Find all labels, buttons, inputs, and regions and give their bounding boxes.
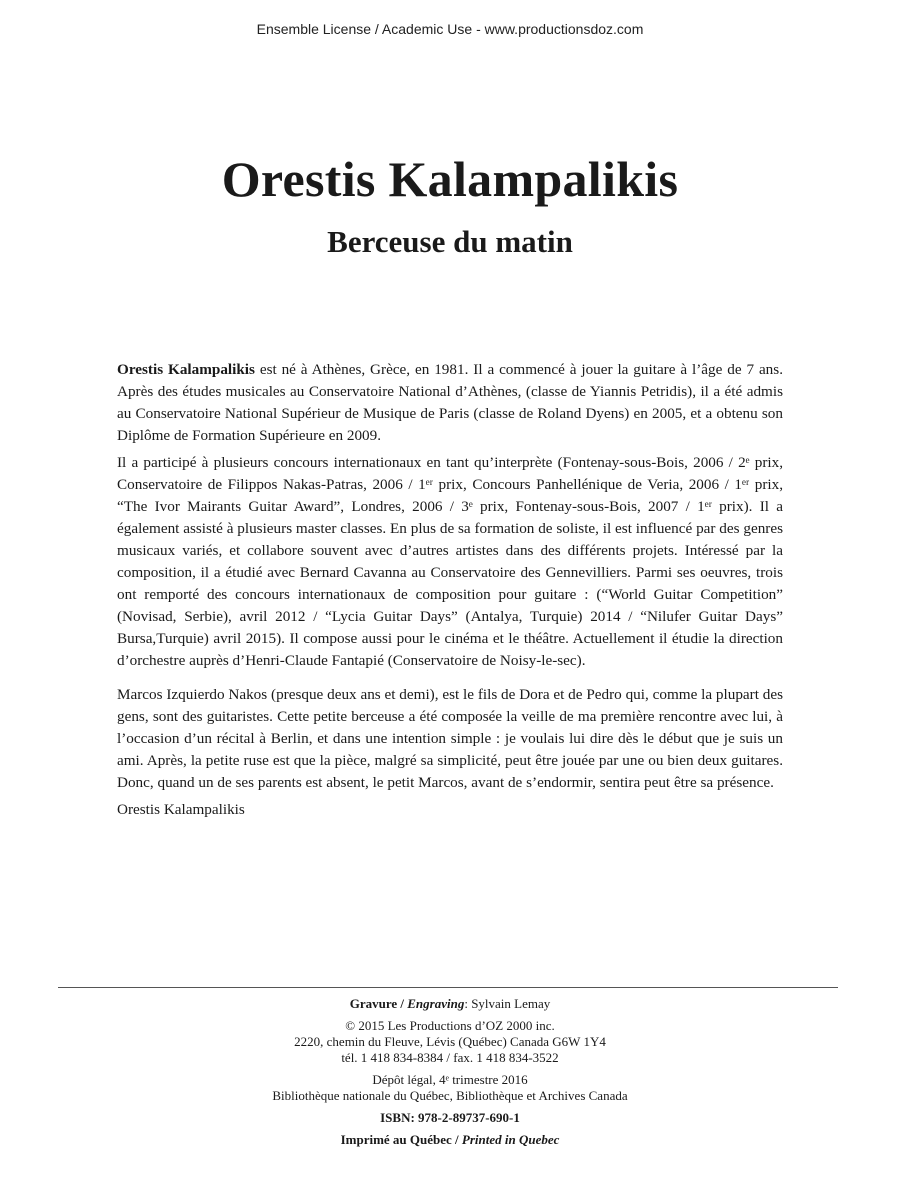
credits [0, 996, 900, 1148]
address: 2220, chemin du Fleuve, Lévis (Québec) Canada G6W 1Y4 [294, 1034, 606, 1049]
divider [58, 987, 838, 988]
biography [117, 359, 783, 677]
note-signature: Orestis Kalampalikis [117, 801, 245, 818]
library: Bibliothèque nationale du Québec, Bibliothèque et Archives Canada [272, 1088, 628, 1103]
isbn: ISBN: 978-2-89737-690-1 [380, 1110, 520, 1125]
license-header: Ensemble License / Academic Use - www.productionsdoz.com [256, 21, 644, 37]
copyright: © 2015 Les Productions d’OZ 2000 inc. [345, 1018, 555, 1033]
legal-deposit: Dépôt légal, 4ᵉ trimestre 2016 [372, 1072, 528, 1087]
phone-fax: tél. 1 418 834-8384 / fax. 1 418 834-3522 [341, 1050, 559, 1065]
bio-name: Orestis Kalampalikis [117, 361, 255, 378]
bio-paragraph-1-text: est né à Athènes, Grèce, en 1981. Il a commencé à jouer la guitare à l’âge de 7 ans. Après des études musicales au Conservatoire National d’Athènes, (classe de Yiannis Petridis), il a été admis au Conservatoire National Supérieur de Musique de Paris (classe de Roland Dyens) en 2005, et a obtenu son Diplôme de Formation Supérieure en 2009. [117, 361, 783, 444]
work-title: Berceuse du matin [327, 224, 573, 259]
engraving-line: Gravure / Engraving: Sylvain Lemay [349, 996, 551, 1011]
bio-paragraph-1 [117, 359, 783, 447]
printed-in: Imprimé au Québec / Printed in Quebec [340, 1132, 560, 1147]
note-paragraph: Marcos Izquierdo Nakos (presque deux ans et demi), est le fils de Dora et de Pedro qui, comme la plupart des gens, sont des guitaristes. Cette petite berceuse a été composée la veille de ma première rencontre avec lui, à l’occasion d’un récital à Berlin, et dans une intention simple : je voulais lui dire dès le début que je suis un ami. Après, la petite ruse est que la pièce, malgré sa simplicité, peut être jouée par une ou bien deux guitares. Donc, quand un de ses parents est absent, le petit Marcos, avant de s’endormir, sentira peut être sa présence. [117, 686, 783, 791]
bio-paragraph-2: Il a participé à plusieurs concours internationaux en tant qu’interprète (Fontenay-sous-Bois, 2006 / 2ᵉ prix, Conservatoire de Filippos Nakas-Patras, 2006 / 1ᵉʳ prix, Concours Panhellénique de Veria, 2006 / 1ᵉʳ prix, “The Ivor Mairants Guitar Award”, Londres, 2006 / 3ᵉ prix, Fontenay-sous-Bois, 2007 / 1ᵉʳ prix). Il a également assisté à plusieurs master classes. En plus de sa formation de soliste, il est influencé par des genres musicaux variés, et collabore souvent avec d’autres artistes dans des différents projets. Intéressé par la composition, il a étudié avec Bernard Cavanna au Conservatoire des Gennevilliers. Parmi ses oeuvres, trois ont remporté des concours internationaux de composition pour guitare : (“World Guitar Competition” (Novisad, Serbie), avril 2012 / “Lycia Guitar Days” (Antalya, Turquie) 2014 / “Nilufer Guitar Days” Bursa,Turquie) avril 2015). Il compose aussi pour le cinéma et le théâtre. Actuellement il étudie la direction d’orchestre auprès d’Henri-Claude Fantapié (Conservatoire de Noisy-le-sec). [117, 454, 783, 669]
composer-note [117, 684, 783, 826]
composer-name: Orestis Kalampalikis [221, 151, 679, 207]
